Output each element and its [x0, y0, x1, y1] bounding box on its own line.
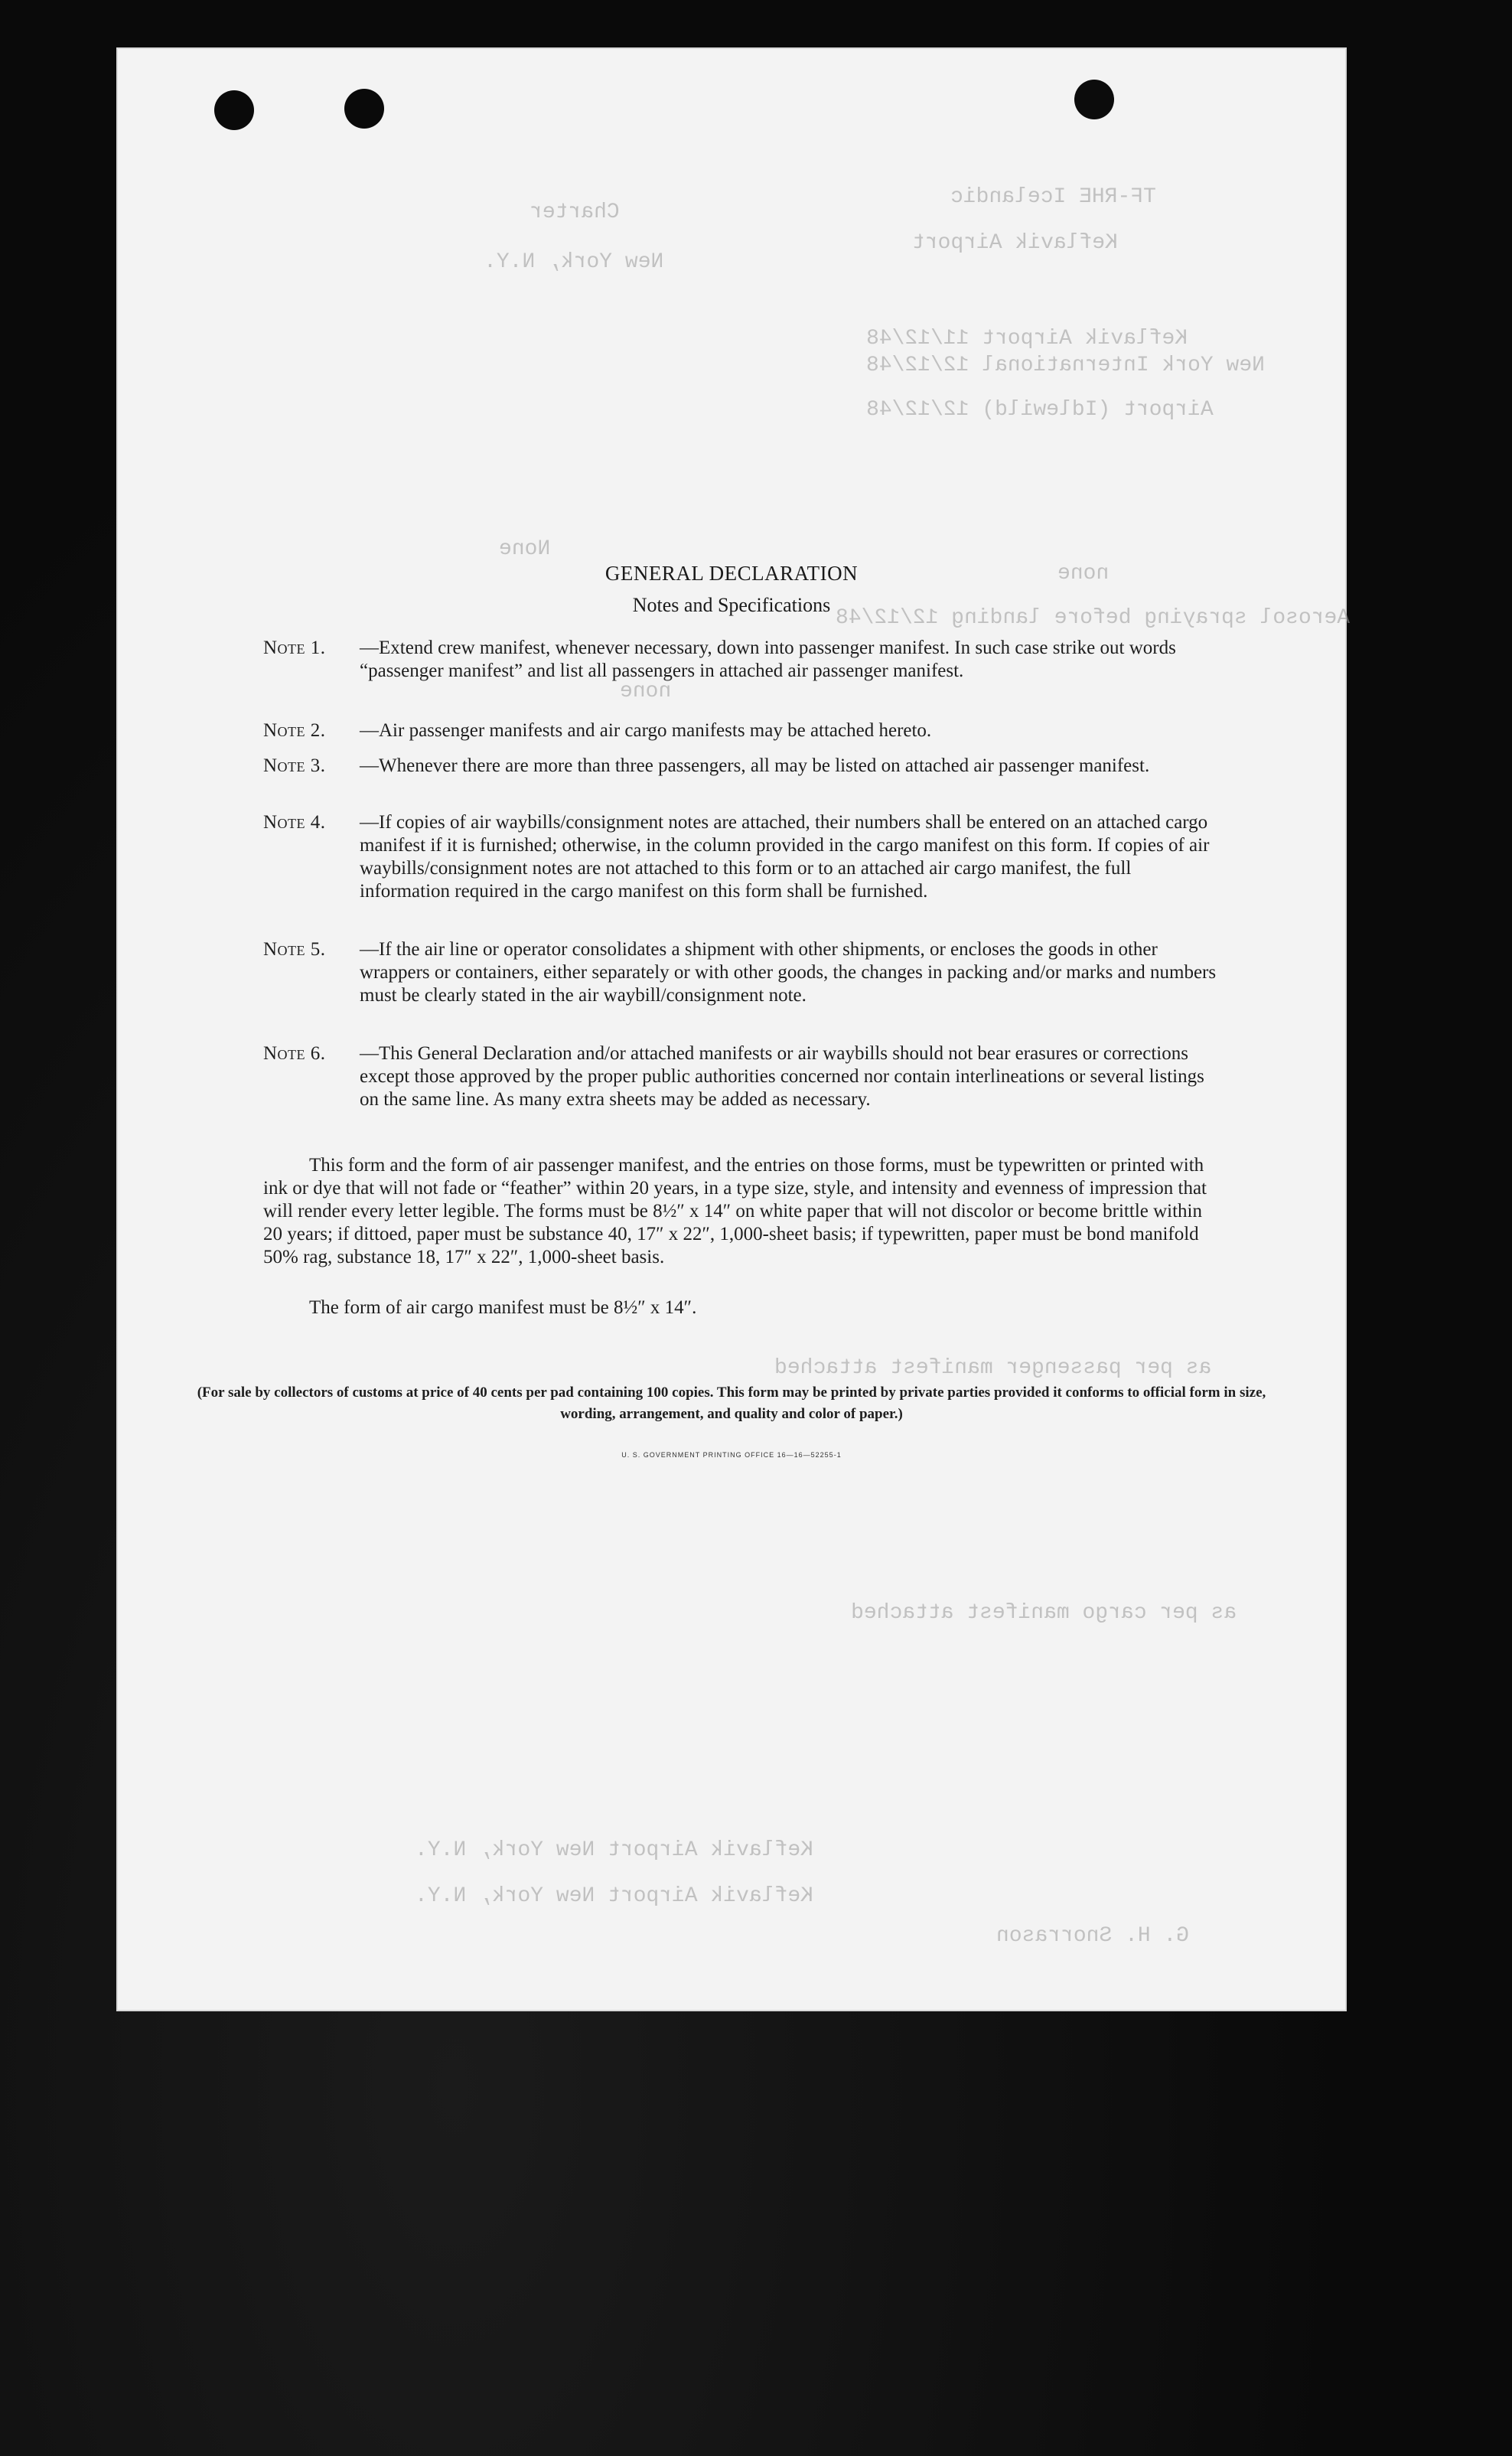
note-label: Note 6. [263, 1043, 326, 1064]
note-3 [263, 755, 1223, 778]
specification-paragraph: This form and the form of air passenger manifest, and the entries on those forms, must be typewritten or printed with ink or dye that will not fade or “feather” within 20 years, in a type size, style, and intensity and evenness of impression that will render every letter legible. The forms must be 8½″ x 14″ on white paper that will not discolor or become brittle within 20 years; if dittoed, paper must be substance 40, 17″ x 22″, 1,000-sheet basis; if typewritten, paper must be bond manifold 50% rag, substance 18, 17″ x 22″, 1,000-sheet basis. [263, 1155, 1207, 1267]
note-6 [263, 1042, 1223, 1111]
bleed-text: Airport (Idlewild) 12/12/48 [866, 398, 1214, 422]
document-title: GENERAL DECLARATION [604, 562, 859, 585]
note-label: Note 5. [263, 939, 326, 960]
bleed-text: as per passenger manifest attached [774, 1356, 1212, 1380]
note-1 [263, 637, 1223, 683]
bleed-text: G. H. Snorrason [996, 1924, 1190, 1948]
bleed-text: Charter [530, 201, 620, 224]
bleed-text: none [620, 680, 672, 703]
note-text: —If copies of air waybills/consignment notes are attached, their numbers shall be entered on an attached cargo manifest if it is furnished; otherwise, in the column provided in the cargo manifest on this form. If copies of air waybills/consignment notes are not attached to this form or to an attached air cargo manifest, the full information required in the cargo manifest on this form shall be furnished. [360, 812, 1210, 902]
bleed-text: New York, N.Y. [484, 250, 664, 274]
punch-hole [1074, 80, 1114, 119]
document-page [116, 47, 1351, 2011]
note-text: —Air passenger manifests and air cargo manifests may be attached hereto. [360, 720, 932, 741]
note-label: Note 4. [263, 812, 326, 833]
bleed-text: Keflavik Airport 11/12/48 [866, 327, 1188, 351]
document-subtitle: Notes and Specifications [632, 594, 831, 616]
note-text: —Whenever there are more than three passengers, all may be listed on attached air passenger manifest. [360, 755, 1150, 776]
note-label: Note 3. [263, 755, 326, 776]
bleed-text: Keflavik Airport New York, N.Y. [415, 1884, 813, 1908]
bleed-text: None [499, 537, 551, 561]
printing-office-imprint: U. S. GOVERNMENT PRINTING OFFICE 16—16—52255-1 [621, 1451, 842, 1459]
note-5 [263, 938, 1223, 1007]
punch-hole [344, 89, 384, 129]
bleed-text: New York International 12/12/48 [866, 354, 1265, 377]
note-text: —If the air line or operator consolidates a shipment with other shipments, or encloses the goods in other wrappers or containers, either separately or with other goods, the changes in packing and/or marks and numbers must be clearly stated in the air waybill/consignment note. [360, 939, 1217, 1006]
note-text: —This General Declaration and/or attached manifests or air waybills should not bear erasures or corrections except those approved by the proper public authorities concerned nor contain interlineations or several listings on the same line. As many extra sheets may be added as necessary. [360, 1043, 1204, 1110]
bleed-text: Keflavik Airport [912, 231, 1118, 255]
note-label: Note 2. [263, 720, 326, 741]
cargo-form-size-line: The form of air cargo manifest must be 8½″ x 14″. [309, 1297, 697, 1318]
bleed-text: TF-RHE Icelandic [950, 185, 1156, 209]
bleed-text: Aerosol spraying before landing 12/12/48 [836, 606, 1351, 630]
bleed-text: none [1057, 562, 1110, 585]
note-label: Note 1. [263, 638, 326, 658]
note-text: —Extend crew manifest, whenever necessary, down into passenger manifest. In such case strike out words “passenger manifest” and list all passengers in attached air passenger manifest. [360, 638, 1176, 681]
note-2 [263, 719, 1223, 742]
bleed-text: as per cargo manifest attached [851, 1601, 1237, 1625]
sale-notice: (For sale by collectors of customs at price of 40 cents per pad containing 100 copies. This form may be printed by private parties provided it conforms to official form in size, wording, arrangement, and quality and color of paper.) [197, 1385, 1266, 1422]
punch-hole [214, 90, 254, 130]
note-4 [263, 811, 1223, 903]
bleed-text: Keflavik Airport New York, N.Y. [415, 1838, 813, 1862]
